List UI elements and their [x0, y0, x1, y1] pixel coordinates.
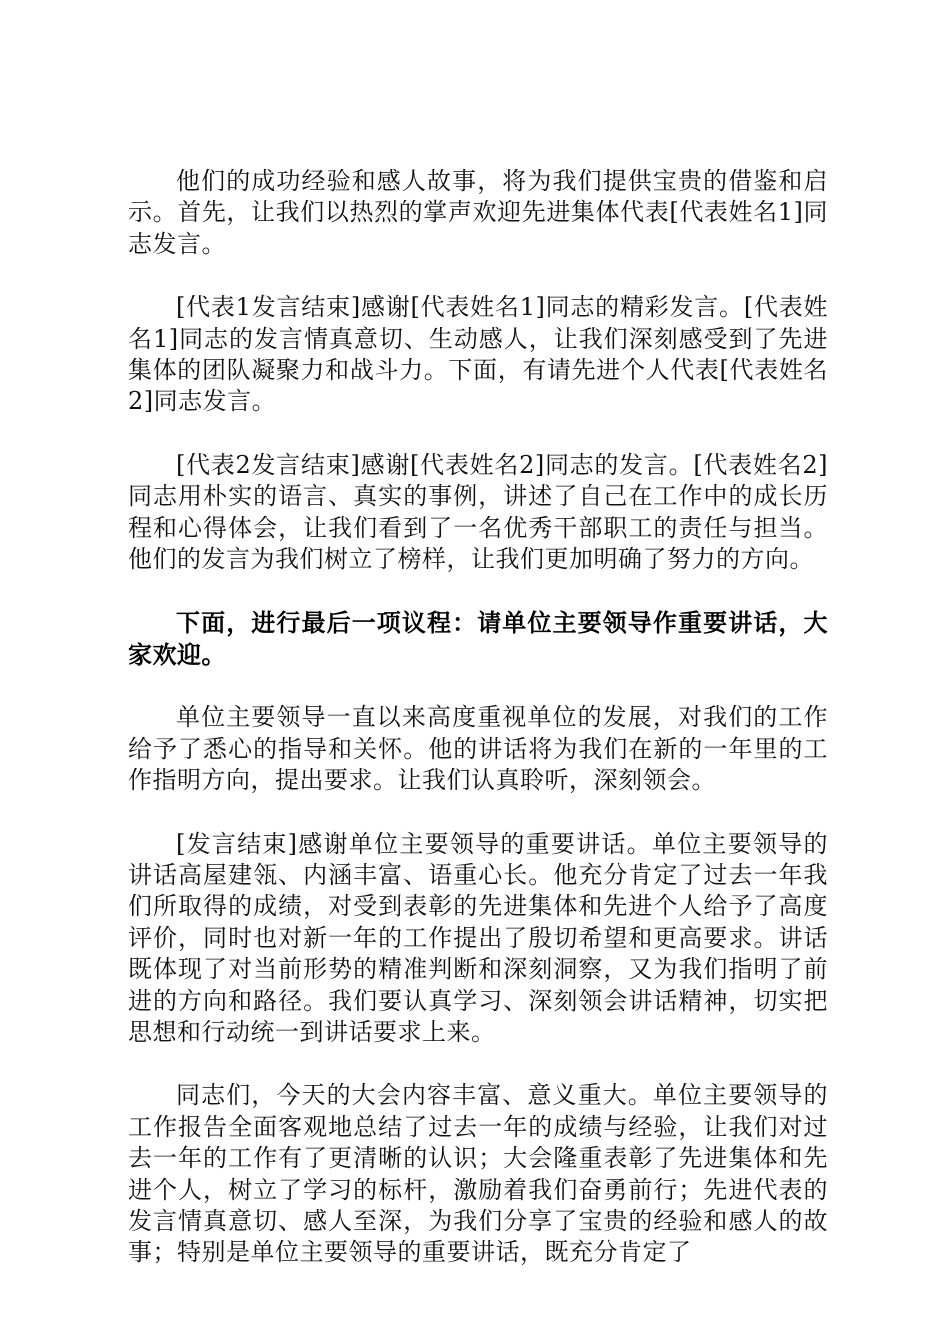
- paragraph-5: 单位主要领导一直以来高度重视单位的发展，对我们的工作给予了悉心的指导和关怀。他的讲话将为我们在新的一年里的工作指明方向，提出要求。让我们认真聆听，深刻领会。: [128, 703, 828, 795]
- document-page: [128, 166, 828, 1301]
- paragraph-7: 同志们，今天的大会内容丰富、意义重大。单位主要领导的工作报告全面客观地总结了过去一年的成绩与经验，让我们对过去一年的工作有了更清晰的认识；大会隆重表彰了先进集体和先进个人，树立了学习的标杆，激励着我们奋勇前行；先进代表的发言情真意切、感人至深，为我们分享了宝贵的经验和感人的故事；特别是单位主要领导的重要讲话，既充分肯定了: [128, 1081, 828, 1267]
- paragraph-3: [代表2发言结束]感谢[代表姓名2]同志的发言。[代表姓名2]同志用朴实的语言、真实的事例，讲述了自己在工作中的成长历程和心得体会，让我们看到了一名优秀干部职工的责任与担当。他们的发言为我们树立了榜样，让我们更加明确了努力的方向。: [128, 450, 828, 574]
- paragraph-4-agenda-heading: 下面，进行最后一项议程：请单位主要领导作重要讲话，大家欢迎。: [128, 608, 828, 669]
- paragraph-6: [发言结束]感谢单位主要领导的重要讲话。单位主要领导的讲话高屋建瓴、内涵丰富、语重心长。他充分肯定了过去一年我们所取得的成绩，对受到表彰的先进集体和先进个人给予了高度评价，同时也对新一年的工作提出了殷切希望和更高要求。讲话既体现了对当前形势的精准判断和深刻洞察，又为我们指明了前进的方向和路径。我们要认真学习、深刻领会讲话精神，切实把思想和行动统一到讲话要求上来。: [128, 829, 828, 1046]
- paragraph-1: 他们的成功经验和感人故事，将为我们提供宝贵的借鉴和启示。首先，让我们以热烈的掌声欢迎先进集体代表[代表姓名1]同志发言。: [128, 167, 828, 258]
- paragraph-2: [代表1发言结束]感谢[代表姓名1]同志的精彩发言。[代表姓名1]同志的发言情真意切、生动感人，让我们深刻感受到了先进集体的团队凝聚力和战斗力。下面，有请先进个人代表[代表姓名2]同志发言。: [128, 293, 828, 416]
